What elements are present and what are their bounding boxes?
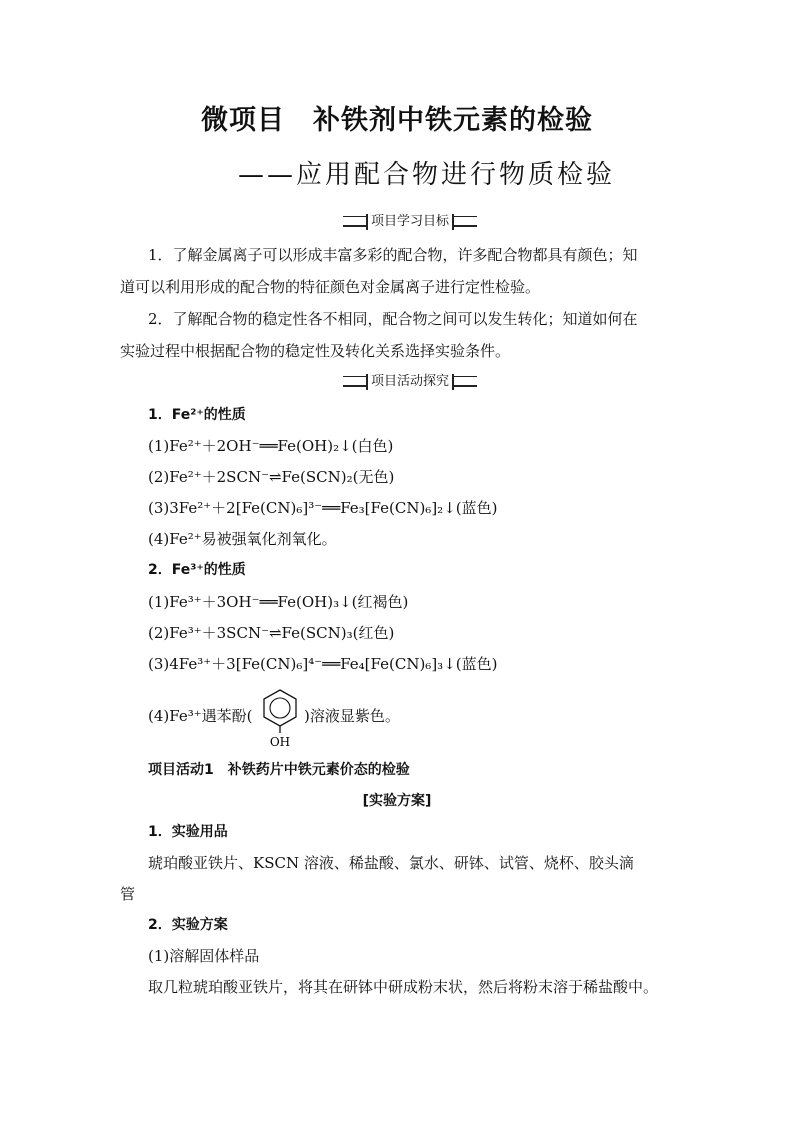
fe3-reaction-1: (1)Fe³⁺＋3OH⁻══Fe(OH)₃↓(红褐色) bbox=[148, 593, 409, 611]
section-banner-goals bbox=[343, 212, 477, 232]
section-banner-goals-label: 项目学习目标 bbox=[366, 214, 454, 230]
step-1-text: 取几粒琥珀酸亚铁片，将其在研钵中研成粉末状，然后将粉末溶于稀盐酸中。 bbox=[148, 978, 659, 996]
goal-2-line-2: 实验过程中根据配合物的稳定性及转化关系选择实验条件。 bbox=[120, 342, 511, 360]
fe3-heading: 2．Fe³⁺的性质 bbox=[148, 562, 246, 578]
fe2-reaction-2: (2)Fe²⁺＋2SCN⁻⇌Fe(SCN)₂(无色) bbox=[148, 468, 395, 486]
supplies-heading: 1．实验用品 bbox=[148, 824, 228, 840]
section-banner-explore-label: 项目活动探究 bbox=[366, 374, 454, 390]
fe3-reaction-3: (3)4Fe³⁺＋3[Fe(CN)₆]⁴⁻══Fe₄[Fe(CN)₆]₃↓(蓝色) bbox=[148, 655, 498, 673]
page-subtitle: ——应用配合物进行物质检验 bbox=[238, 160, 616, 190]
goal-1-line-2: 道可以利用形成的配合物的特征颜色对金属离子进行定性检验。 bbox=[120, 278, 541, 296]
plan-title: [实验方案] bbox=[362, 793, 432, 809]
phenol-oh-label: OH bbox=[269, 735, 291, 748]
phenol-structure-icon bbox=[258, 688, 302, 748]
plan-heading: 2．实验方案 bbox=[148, 917, 228, 933]
fe3-reaction-2: (2)Fe³⁺＋3SCN⁻⇌Fe(SCN)₃(红色) bbox=[148, 624, 395, 642]
step-1-heading: (1)溶解固体样品 bbox=[148, 947, 260, 965]
fe2-heading: 1．Fe²⁺的性质 bbox=[148, 407, 246, 423]
fe2-reaction-1: (1)Fe²⁺＋2OH⁻══Fe(OH)₂↓(白色) bbox=[148, 437, 394, 455]
supplies-line-1: 琥珀酸亚铁片、KSCN 溶液、稀盐酸、氯水、研钵、试管、烧杯、胶头滴 bbox=[148, 854, 634, 872]
fe2-reaction-3: (3)3Fe²⁺＋2[Fe(CN)₆]³⁻══Fe₃[Fe(CN)₆]₂↓(蓝色) bbox=[148, 499, 498, 517]
fe3-reaction-4-prefix: (4)Fe³⁺遇苯酚( bbox=[148, 707, 253, 725]
page-title: 微项目 补铁剂中铁元素的检验 bbox=[201, 105, 593, 136]
supplies-line-2: 管 bbox=[120, 885, 136, 903]
fe3-reaction-4-suffix: )溶液显紫色。 bbox=[304, 707, 400, 725]
fe2-reaction-4: (4)Fe²⁺易被强氧化剂氧化。 bbox=[148, 530, 337, 548]
goal-2-line-1: 2．了解配合物的稳定性各不相同，配合物之间可以发生转化；知道如何在 bbox=[148, 310, 638, 328]
section-banner-explore bbox=[343, 372, 477, 392]
goal-1-line-1: 1．了解金属离子可以形成丰富多彩的配合物，许多配合物都具有颜色；知 bbox=[148, 246, 638, 264]
activity-title: 项目活动1 补铁药片中铁元素价态的检验 bbox=[148, 762, 410, 778]
